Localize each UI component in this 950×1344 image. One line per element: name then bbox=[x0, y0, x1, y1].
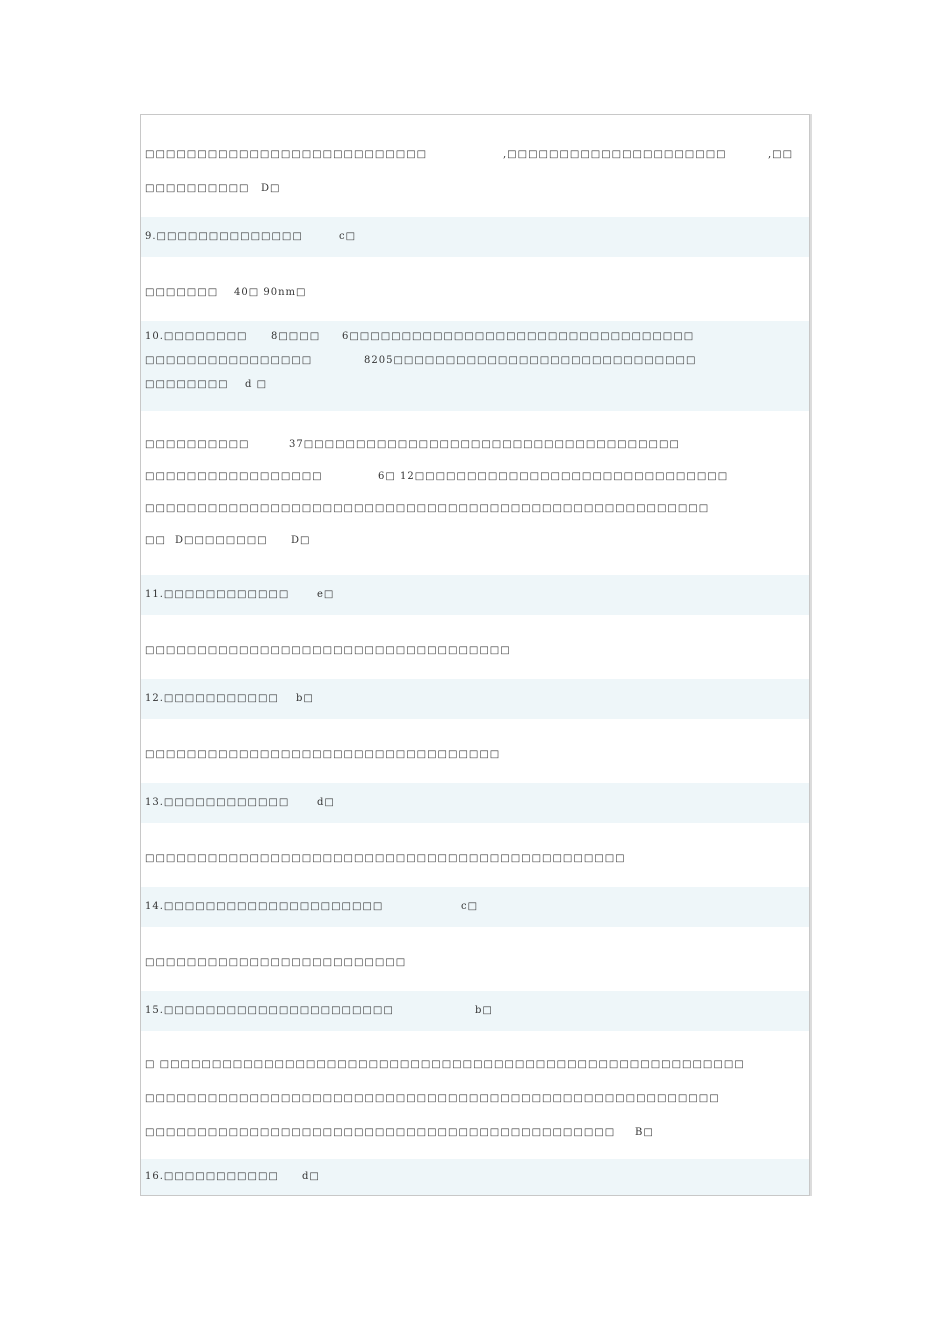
text-segment: □□□□□□□□□□□□□□□□□□□□□□□□□□□□□□□□□□□□□□□□□□□□□□ bbox=[145, 853, 626, 864]
text-segment: d □ bbox=[245, 379, 268, 390]
text-line bbox=[141, 1057, 809, 1073]
text-line bbox=[141, 899, 809, 915]
text-line bbox=[141, 533, 809, 549]
text-segment: □ □□□□□□□□□□□□□□□□□□□□□□□□□□□□□□□□□□□□□□□□□□□□□□□□□□□□□□□□ bbox=[145, 1059, 745, 1070]
document-frame bbox=[140, 114, 810, 1196]
text-segment: □□□□□□□□□□□□□□□□□ bbox=[145, 471, 323, 482]
text-segment: □□□□□□□□□□□□□□□□□□□□□□□□□ bbox=[145, 957, 407, 968]
text-segment: 8□□□□ bbox=[271, 331, 321, 342]
text-segment: □□□□□□□□□□□□□□□□□□□□□□□□□□□ bbox=[145, 149, 428, 160]
text-line bbox=[141, 377, 809, 393]
answer-explanation-row bbox=[141, 411, 809, 575]
text-segment: c□ bbox=[461, 901, 479, 912]
text-segment: 13.□□□□□□□□□□□□ bbox=[145, 797, 290, 808]
text-segment: 6□ 12□□□□□□□□□□□□□□□□□□□□□□□□□□□□□□ bbox=[378, 471, 729, 482]
text-segment: 40□ 90nm□ bbox=[234, 287, 307, 298]
text-line bbox=[141, 795, 809, 811]
text-segment: d□ bbox=[302, 1171, 320, 1182]
text-segment: c□ bbox=[339, 231, 357, 242]
text-line bbox=[141, 747, 809, 763]
text-segment: 37□□□□□□□□□□□□□□□□□□□□□□□□□□□□□□□□□□□□ bbox=[289, 439, 680, 450]
text-segment: D□□□□□□□□ bbox=[175, 535, 268, 546]
text-segment: D□ bbox=[291, 535, 311, 546]
text-segment: 12.□□□□□□□□□□□ bbox=[145, 693, 279, 704]
text-line bbox=[141, 1091, 809, 1107]
question-row bbox=[141, 321, 809, 411]
text-segment: □□□□□□□□ bbox=[145, 379, 229, 390]
question-row bbox=[141, 575, 809, 615]
text-segment: b□ bbox=[475, 1005, 493, 1016]
text-line bbox=[141, 353, 809, 369]
text-segment: ,□□□□□□□□□□□□□□□□□□□□□ bbox=[503, 149, 727, 160]
text-segment: 14.□□□□□□□□□□□□□□□□□□□□□ bbox=[145, 901, 384, 912]
text-line bbox=[141, 691, 809, 707]
question-row bbox=[141, 783, 809, 823]
text-line bbox=[141, 1125, 809, 1141]
text-segment: 10.□□□□□□□□ bbox=[145, 331, 248, 342]
text-segment: d□ bbox=[317, 797, 335, 808]
text-line bbox=[141, 147, 809, 163]
text-segment: 16.□□□□□□□□□□□ bbox=[145, 1171, 279, 1182]
text-segment: □□□□□□□□□□□□□□□□ bbox=[145, 355, 313, 366]
text-line bbox=[141, 469, 809, 485]
text-line bbox=[141, 587, 809, 603]
text-segment: 9.□□□□□□□□□□□□□□ bbox=[145, 231, 303, 242]
answer-explanation-row bbox=[141, 823, 809, 887]
question-row bbox=[141, 991, 809, 1031]
text-segment: □□ bbox=[145, 535, 166, 546]
text-segment: b□ bbox=[296, 693, 314, 704]
answer-explanation-row bbox=[141, 115, 809, 217]
text-segment: e□ bbox=[317, 589, 335, 600]
text-segment: □□□□□□□□□□□□□□□□□□□□□□□□□□□□□□□□□□ bbox=[145, 749, 501, 760]
text-segment: □□□□□□□□□□□□□□□□□□□□□□□□□□□□□□□□□□□□□□□□□□□□□ bbox=[145, 1127, 616, 1138]
text-line bbox=[141, 851, 809, 867]
text-line bbox=[141, 181, 809, 197]
text-line bbox=[141, 329, 809, 345]
text-segment: ,□□ bbox=[768, 149, 794, 160]
text-segment: □□□□□□□□□□ bbox=[145, 439, 250, 450]
text-line bbox=[141, 437, 809, 453]
text-line bbox=[141, 1003, 809, 1019]
text-line bbox=[141, 955, 809, 971]
text-line bbox=[141, 285, 809, 301]
answer-explanation-row bbox=[141, 1031, 809, 1159]
question-row bbox=[141, 1159, 809, 1195]
text-line bbox=[141, 1169, 809, 1185]
text-segment: □□□□□□□□□□□□□□□□□□□□□□□□□□□□□□□□□□□□□□□□□□□□□□□□□□□□□□ bbox=[145, 503, 710, 514]
text-segment: □□□□□□□□□□□□□□□□□□□□□□□□□□□□□□□□□□□ bbox=[145, 645, 511, 656]
text-segment: 11.□□□□□□□□□□□□ bbox=[145, 589, 290, 600]
answer-explanation-row bbox=[141, 719, 809, 783]
answer-explanation-row bbox=[141, 257, 809, 321]
text-segment: B□ bbox=[635, 1127, 654, 1138]
text-segment: 6□□□□□□□□□□□□□□□□□□□□□□□□□□□□□□□□□ bbox=[342, 331, 695, 342]
text-line bbox=[141, 643, 809, 659]
question-row bbox=[141, 217, 809, 257]
question-row bbox=[141, 887, 809, 927]
text-segment: 15.□□□□□□□□□□□□□□□□□□□□□□ bbox=[145, 1005, 394, 1016]
question-row bbox=[141, 679, 809, 719]
text-segment: □□□□□□□□□□□□□□□□□□□□□□□□□□□□□□□□□□□□□□□□□□□□□□□□□□□□□□□ bbox=[145, 1093, 720, 1104]
answer-explanation-row bbox=[141, 615, 809, 679]
text-line bbox=[141, 501, 809, 517]
text-segment: 8205□□□□□□□□□□□□□□□□□□□□□□□□□□□□□ bbox=[364, 355, 697, 366]
text-segment: D□ bbox=[261, 183, 281, 194]
text-segment: □□□□□□□□□□ bbox=[145, 183, 250, 194]
text-segment: □□□□□□□ bbox=[145, 287, 219, 298]
answer-explanation-row bbox=[141, 927, 809, 991]
text-line bbox=[141, 229, 809, 245]
